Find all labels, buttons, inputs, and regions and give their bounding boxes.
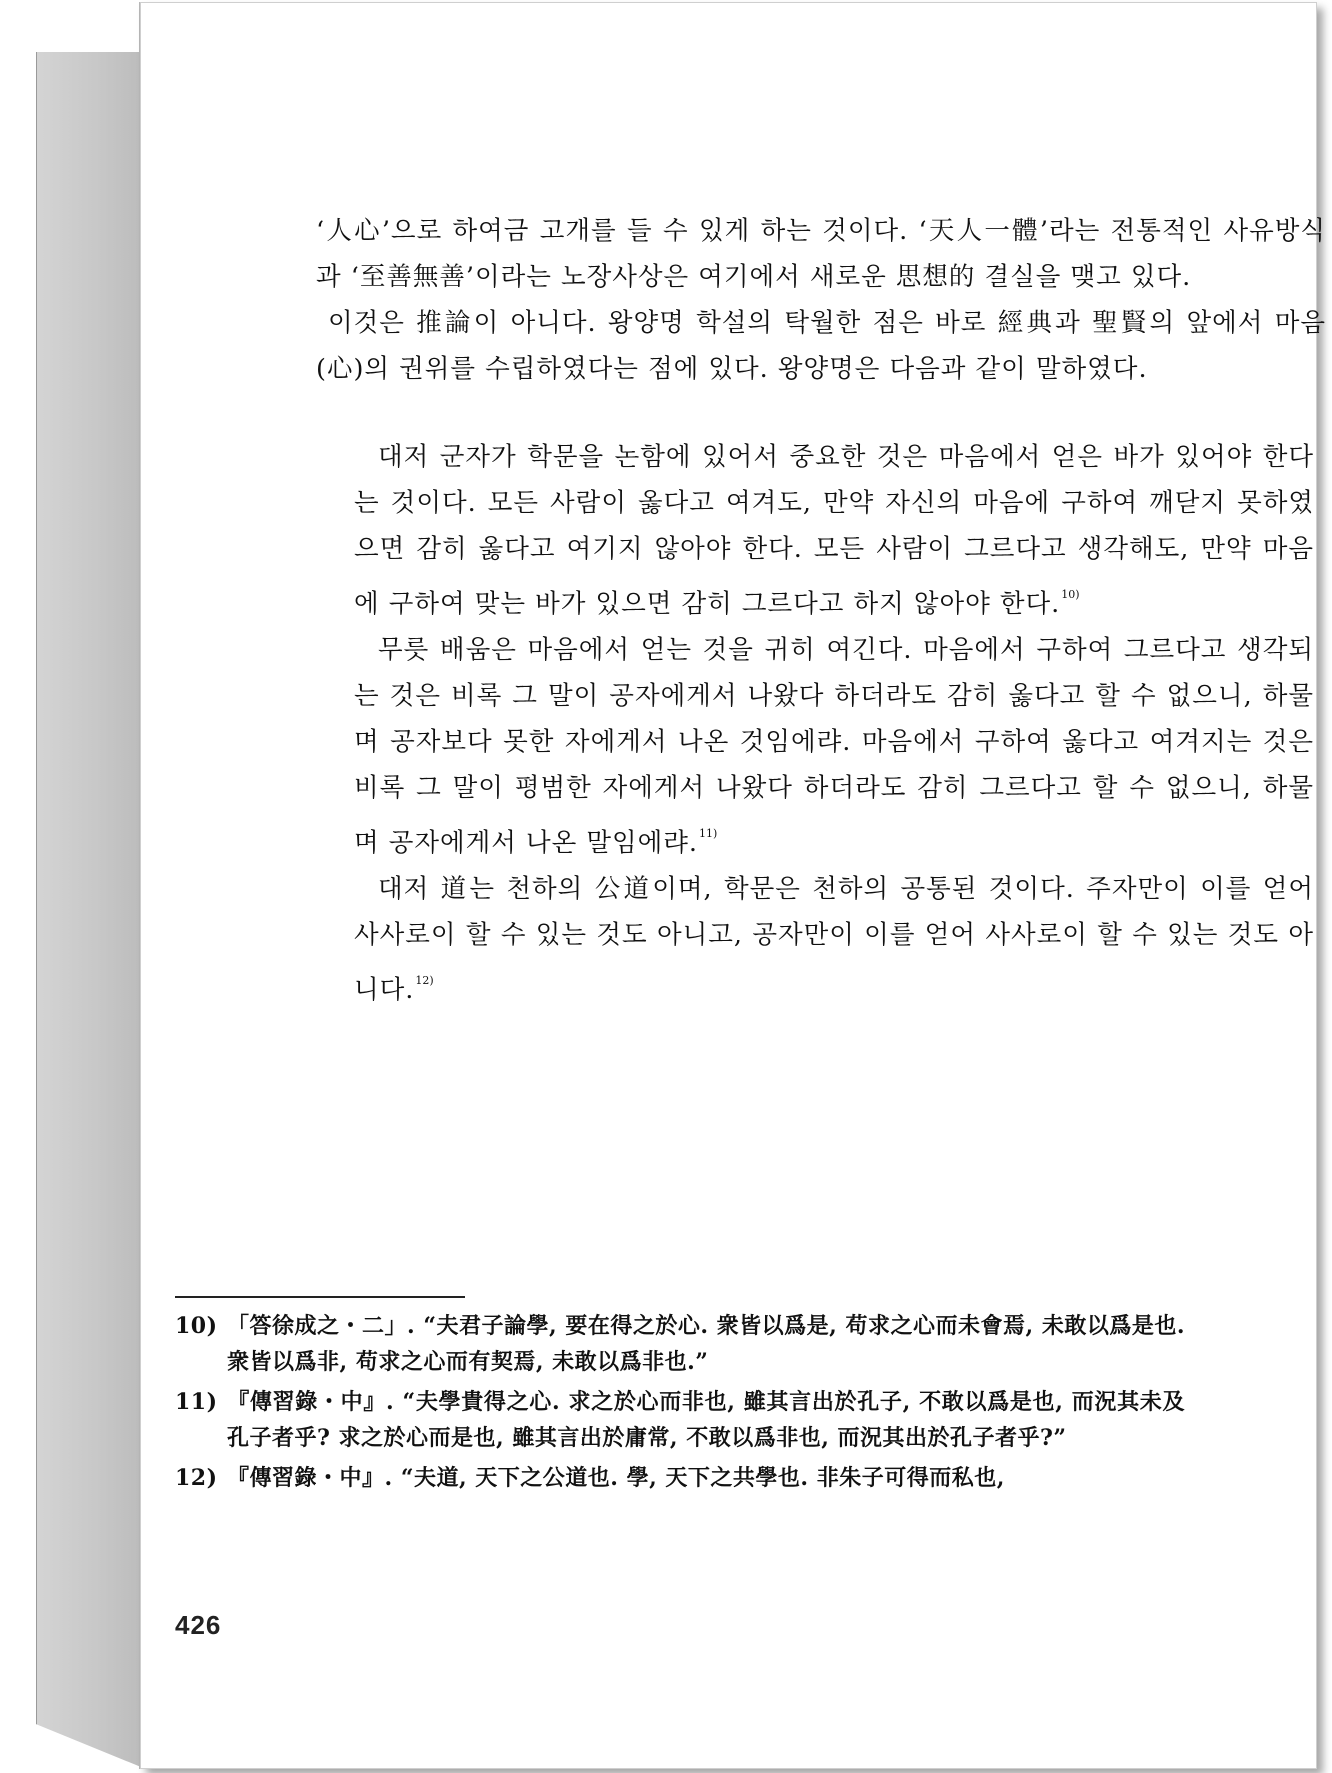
footnote-text: 『傳習錄・中』. “夫學貴得之心. 求之於心而非也, 雖其言出於孔子, 不敢以爲是也, 而況其未及孔子者乎? 求之於心而是也, 雖其言出於庸常, 不敢以爲非也, 而況其出於孔子者乎?” (227, 1389, 1185, 1451)
footnote-ref-12[interactable]: 12) (415, 974, 434, 987)
quote-3 (354, 866, 1314, 1013)
footnote-number: 10) (175, 1313, 218, 1339)
body-paragraph-1: ‘人心’으로 하여금 고개를 들 수 있게 하는 것이다. ‘天人一體’라는 전통적인 사유방식과 ‘至善無善’이라는 노장사상은 여기에서 새로운 思想的 결실을 맺고 있다. (316, 216, 1326, 292)
footnote-number: 12) (175, 1465, 218, 1491)
body-paragraph-2: 이것은 推論이 아니다. 왕양명 학설의 탁월한 점은 바로 經典과 聖賢의 앞에서 마음(心)의 권위를 수립하였다는 점에 있다. 왕양명은 다음과 같이 말하였다. (316, 308, 1326, 384)
page-number: 426 (175, 1610, 222, 1640)
footnote-ref-10[interactable]: 10) (1061, 588, 1080, 601)
quote-3-text: 대저 道는 천하의 公道이며, 학문은 천하의 공통된 것이다. 주자만이 이를 얻어 사사로이 할 수 있는 것도 아니고, 공자만이 이를 얻어 사사로이 할 수 있는 것도 아니다. (354, 874, 1314, 1005)
block-quotes (354, 434, 1314, 1013)
footnote-12 (175, 1460, 1185, 1496)
footnote-text: 『傳習錄・中』. “夫道, 天下之公道也. 學, 天下之共學也. 非朱子可得而私也, (227, 1465, 1005, 1491)
quote-1 (354, 434, 1314, 627)
quote-2 (354, 627, 1314, 866)
footnote-text: 「答徐成之・二」. “夫君子論學, 要在得之於心. 衆皆以爲是, 苟求之心而未會焉, 未敢以爲是也. 衆皆以爲非, 苟求之心而有契焉, 未敢以爲非也.” (227, 1313, 1185, 1375)
footnote-number: 11) (175, 1389, 218, 1415)
footnote-10 (175, 1308, 1185, 1380)
page-body (316, 208, 1326, 1013)
footnote-divider (175, 1296, 465, 1298)
footnote-ref-11[interactable]: 11) (699, 827, 718, 840)
quote-1-text: 대저 군자가 학문을 논함에 있어서 중요한 것은 마음에서 얻은 바가 있어야 한다는 것이다. 모든 사람이 옳다고 여겨도, 만약 자신의 마음에 구하여 깨닫지 못하였으면 감히 옳다고 여기지 않아야 한다. 모든 사람이 그르다고 생각해도, 만약 마음에 구하여 맞는 바가 있으면 감히 그르다고 하지 않아야 한다. (354, 442, 1314, 619)
footnote-11 (175, 1384, 1185, 1456)
footnotes (175, 1308, 1185, 1500)
book-page (140, 2, 1326, 1769)
quote-2-text: 무릇 배움은 마음에서 얻는 것을 귀히 여긴다. 마음에서 구하여 그르다고 생각되는 것은 비록 그 말이 공자에게서 나왔다 하더라도 감히 옳다고 할 수 없으니, 하물며 공자보다 못한 자에게서 나온 것임에랴. 마음에서 구하여 옳다고 여겨지는 것은 비록 그 말이 평범한 자에게서 나왔다 하더라도 감히 그르다고 할 수 없으니, 하물며 공자에게서 나온 말임에랴. (354, 635, 1314, 858)
book-spine (36, 52, 141, 1767)
